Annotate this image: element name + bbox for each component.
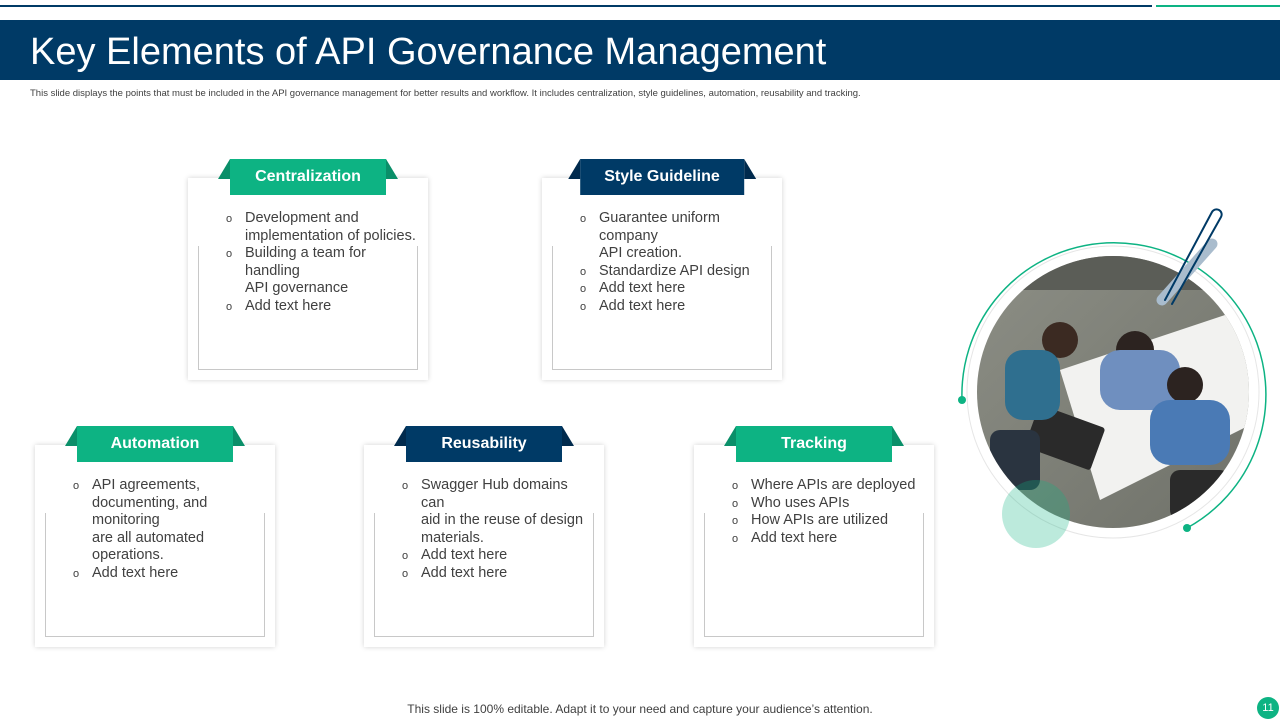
ring-dot [1183,524,1191,532]
bullet-list [732,477,924,547]
accent-bubble [1002,480,1070,548]
bullet-list [580,210,772,316]
ribbon-fold-left [65,426,77,446]
bullet-item: o Add text here [732,530,924,548]
card-heading: Centralization [230,159,386,195]
slide-title: Key Elements of API Governance Management [30,31,827,73]
ribbon-fold-left [568,159,580,179]
bullet-item: o Add text here [402,565,594,583]
ribbon-automation [77,426,233,462]
ribbon-fold-left [724,426,736,446]
team-photo-illustration [950,200,1280,550]
card-centralization [188,168,428,380]
bullet-item: o Where APIs are deployed [732,477,924,495]
bullet-item: o How APIs are utilized [732,512,924,530]
card-heading: Style Guideline [580,159,744,195]
bullet-item: o Standardize API design [580,263,772,281]
ribbon-tracking [736,426,892,462]
team-photo-graphic [950,200,1280,550]
ribbon-fold-right [892,426,904,446]
ribbon-fold-left [394,426,406,446]
ring-dot [958,396,966,404]
bullet-item: o Building a team for handling API governance [226,245,418,298]
card-reusability [364,435,604,647]
card-tracking [694,435,934,647]
ribbon-fold-right [233,426,245,446]
page-number-badge: 11 [1257,697,1279,719]
card-heading: Tracking [736,426,892,462]
slide-subtitle: This slide displays the points that must be included in the API governance management for better results and workflow. It includes centralization, style guidelines, automation, reusability and tracking. [30,88,861,99]
bullet-item: o Add text here [402,547,594,565]
bullet-item: o Swagger Hub domains can aid in the reuse of design materials. [402,477,594,547]
ribbon-centralization [230,159,386,195]
card-style-guideline [542,168,782,380]
bullet-list [226,210,418,316]
bullet-item: o Who uses APIs [732,495,924,513]
top-accent-line [0,5,1152,7]
ribbon-style-guideline [580,159,744,195]
bullet-item: o Add text here [580,298,772,316]
top-accent-line-teal [1156,5,1280,7]
bullet-item: o API agreements, documenting, and monitoring are all automated operations. [73,477,265,565]
bullet-list [73,477,265,583]
card-heading: Reusability [406,426,562,462]
card-automation [35,435,275,647]
footer-note: This slide is 100% editable. Adapt it to your need and capture your audience’s attention. [407,702,873,716]
bullet-item: o Add text here [73,565,265,583]
bullet-item: o Development and implementation of policies. [226,210,418,245]
bullet-list [402,477,594,583]
ribbon-fold-right [744,159,756,179]
ribbon-fold-right [562,426,574,446]
ribbon-fold-right [386,159,398,179]
ribbon-fold-left [218,159,230,179]
card-heading: Automation [77,426,233,462]
bullet-item: o Add text here [580,280,772,298]
bullet-item: o Add text here [226,298,418,316]
ribbon-reusability [406,426,562,462]
bullet-item: o Guarantee uniform company API creation. [580,210,772,263]
